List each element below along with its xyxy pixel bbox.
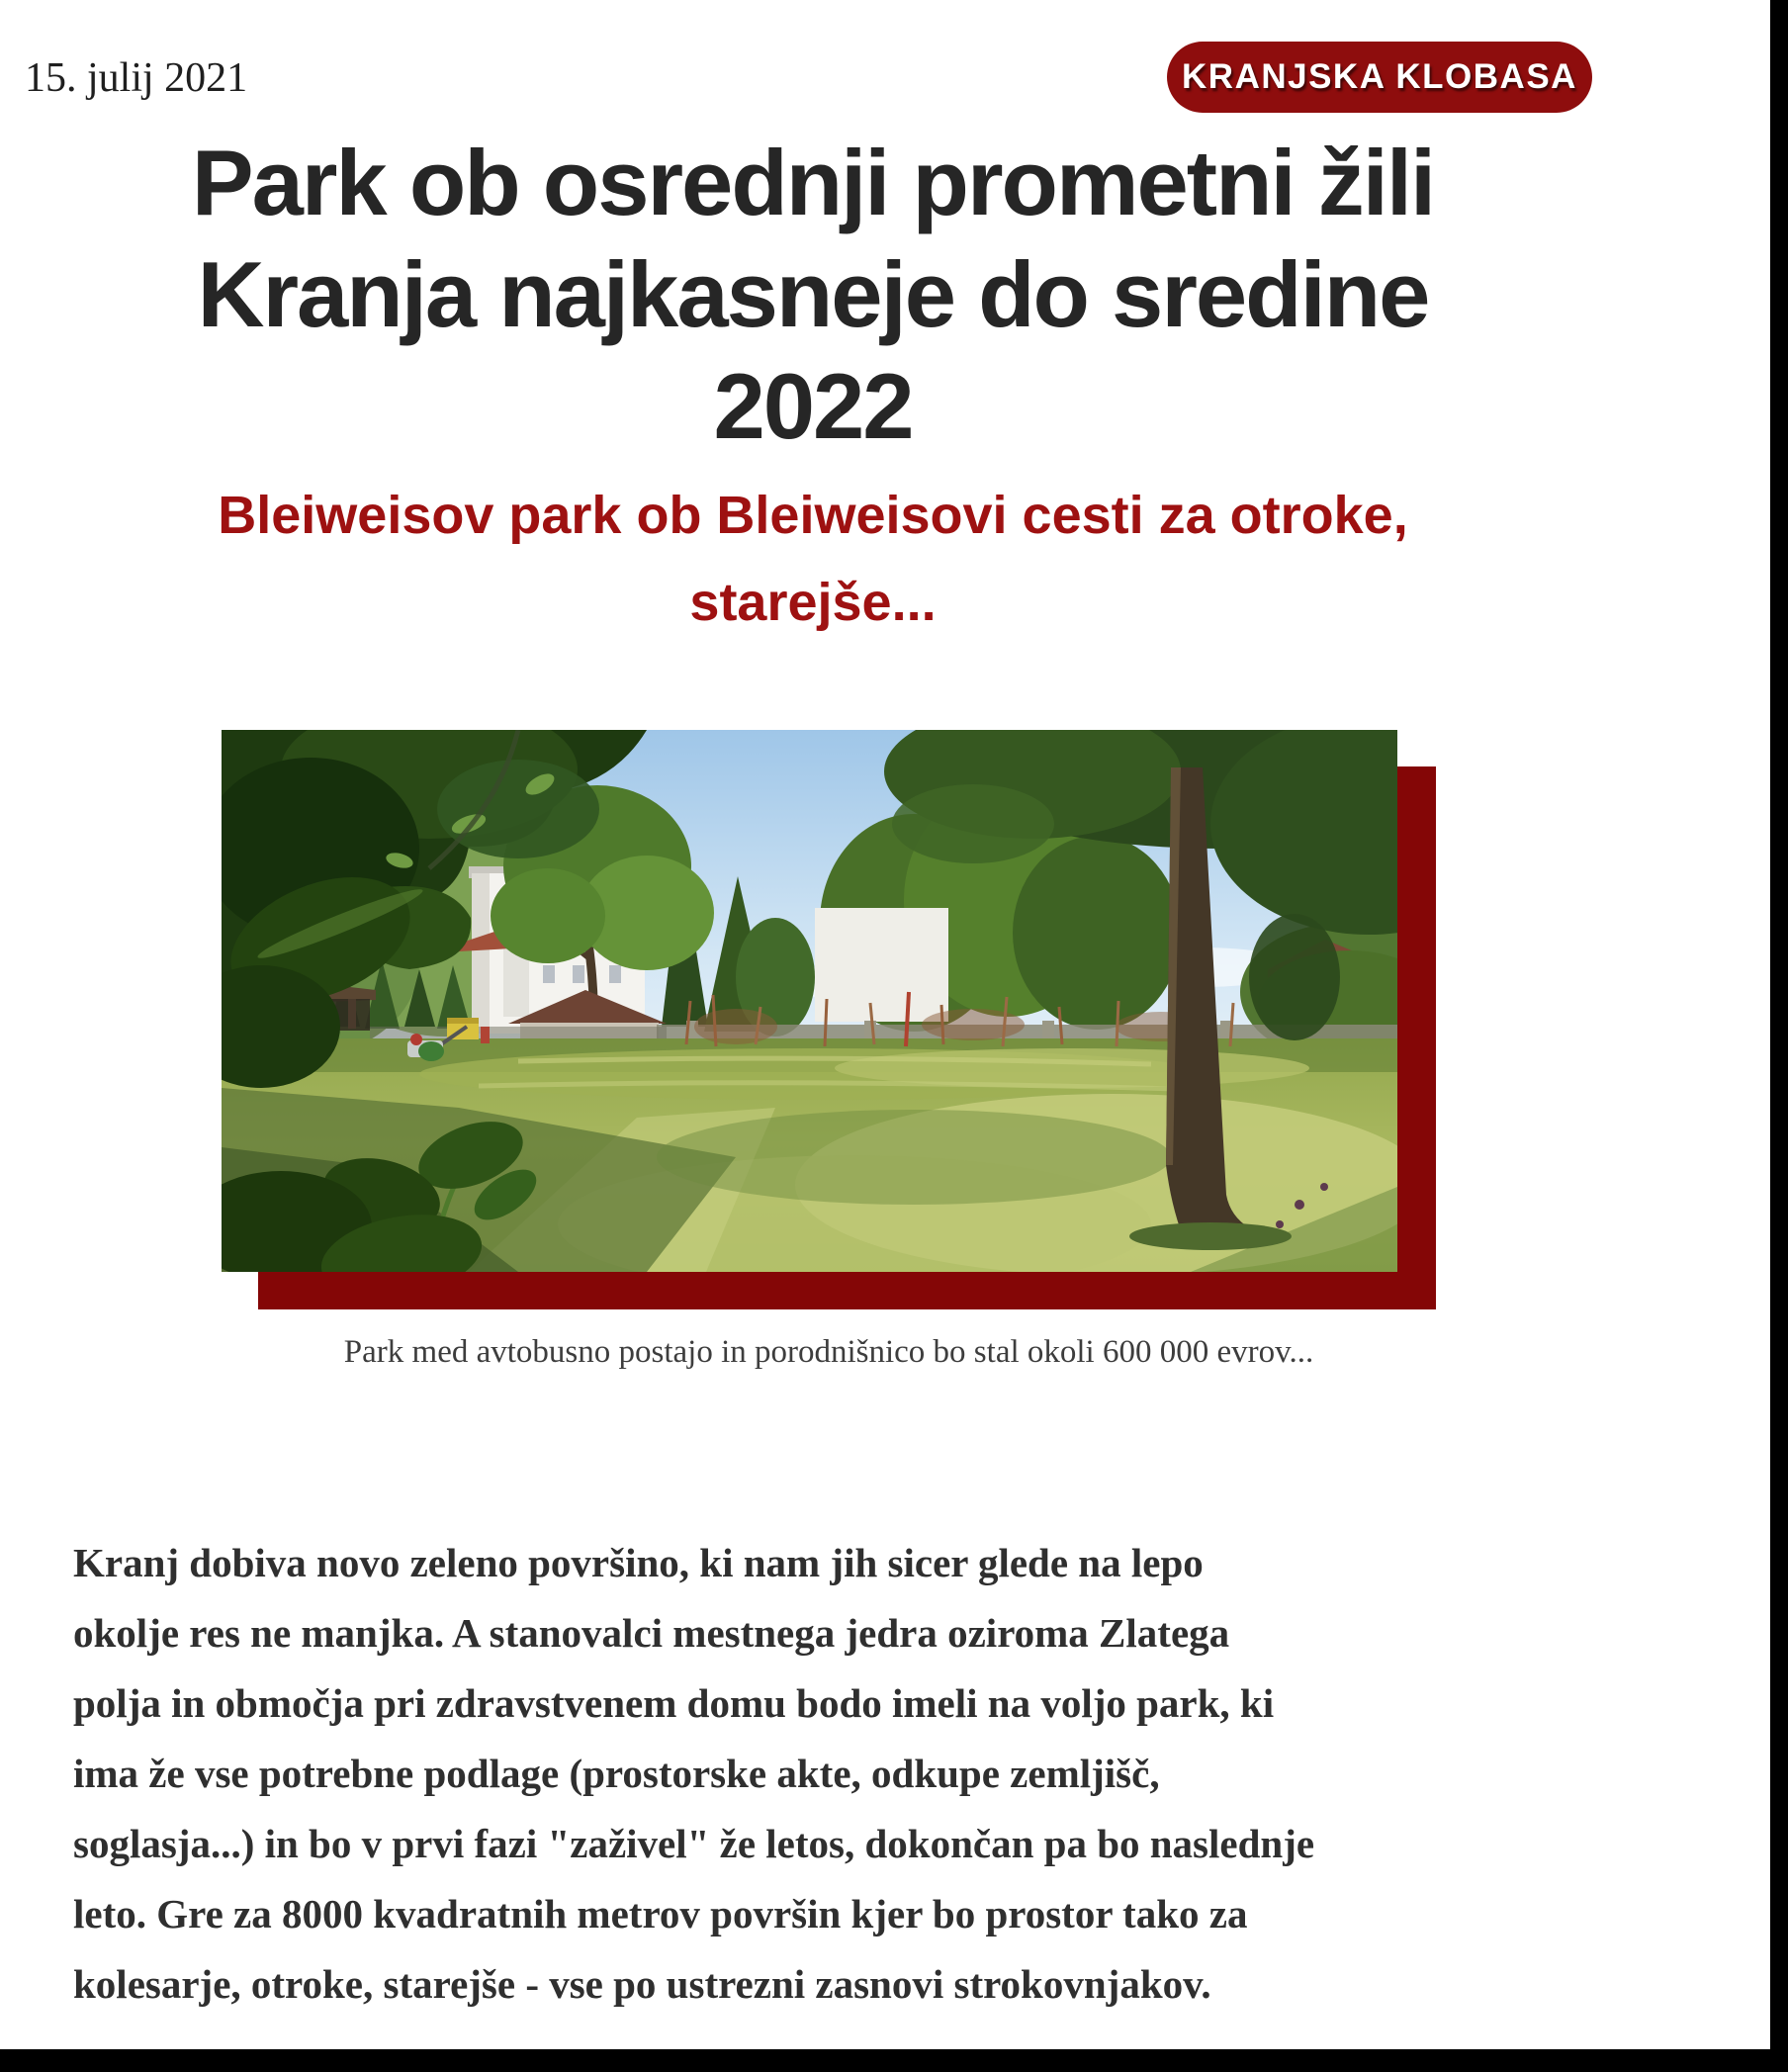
category-badge-label: KRANJSKA KLOBASA [1182,57,1577,96]
body-line: soglasja...) in bo v prvi fazi "zaživel" že letos, dokončan pa bo naslednje [73,1821,1315,1866]
body-line: ima že vse potrebne podlage (prostorske akte, odkupe zemljišč, [73,1751,1160,1796]
article-title [73,127,1553,462]
park-photo-illustration [222,730,1397,1272]
body-line: leto. Gre za 8000 kvadratnih metrov površin kjer bo prostor tako za [73,1891,1248,1937]
screen-edge-bottom [0,2049,1788,2072]
body-line: Kranj dobiva novo zeleno površino, ki nam jih sicer glede na lepo [73,1540,1204,1585]
body-line: kolesarje, otroke, starejše - vse po ustrezni zasnovi strokovnjakov. [73,1961,1211,2007]
subtitle-line: starejše... [689,573,937,632]
photo-caption: Park med avtobusno postajo in porodnišnico bo stal okoli 600 000 evrov... [343,1334,1314,1370]
subtitle-line: Bleiweisov park ob Bleiweisovi cesti za otroke, [218,486,1408,545]
article-figure [222,730,1436,1422]
article-date: 15. julij 2021 [25,55,248,101]
park-photo [222,730,1397,1272]
article-body [73,1528,1675,2020]
article-subtitle [73,472,1553,646]
title-line: 2022 [713,354,913,458]
category-badge[interactable] [1167,42,1592,113]
title-line: Kranja najkasneje do sredine [197,242,1429,346]
title-line: Park ob osrednji prometni žili [191,131,1435,234]
body-line: polja in območja pri zdravstvenem domu bodo imeli na voljo park, ki [73,1680,1275,1726]
screen-edge-right [1770,0,1788,2072]
body-line: okolje res ne manjka. A stanovalci mestnega jedra oziroma Zlatega [73,1610,1230,1656]
